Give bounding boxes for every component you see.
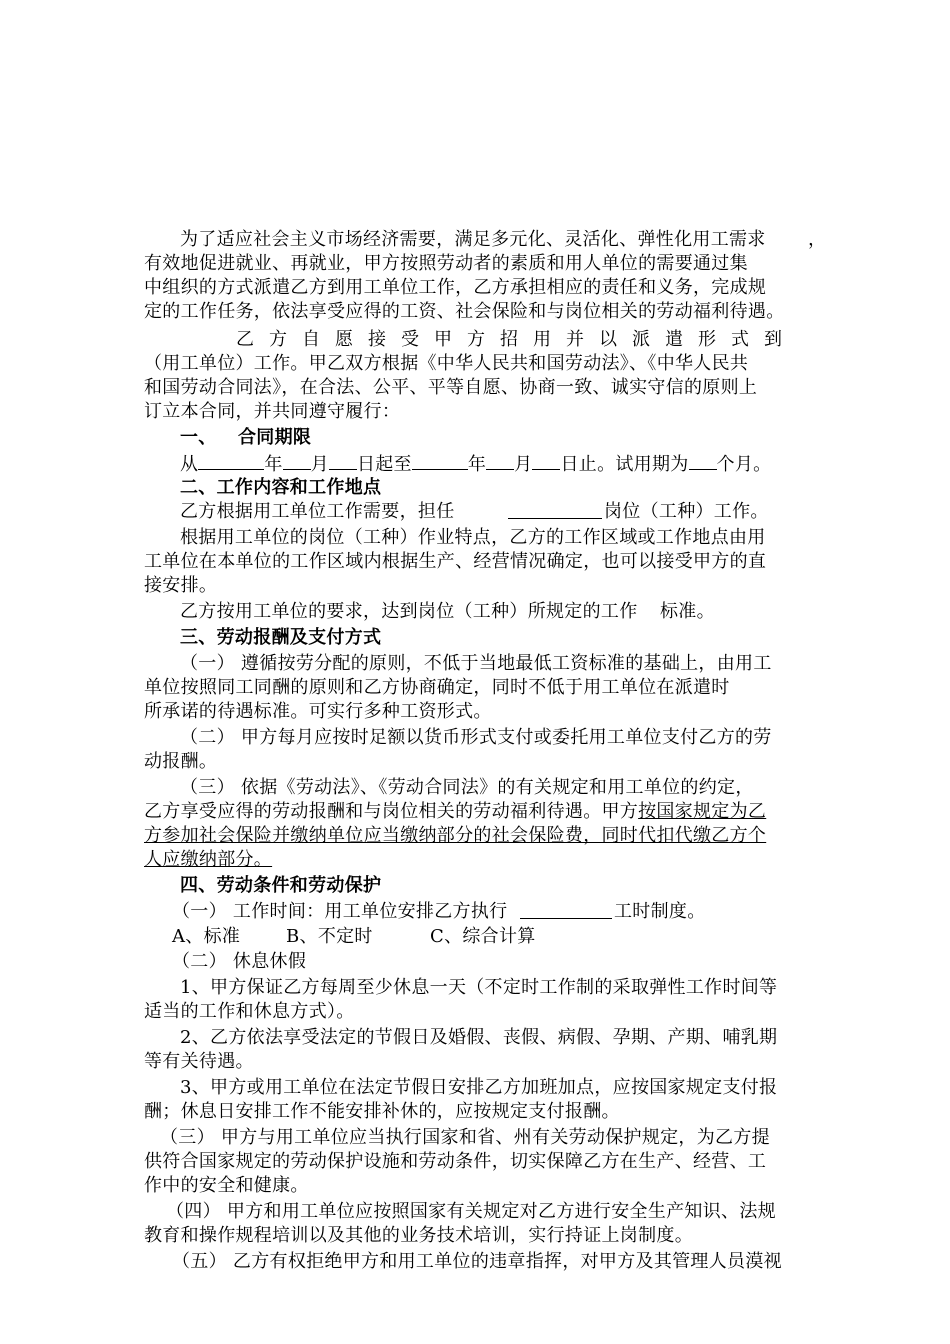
section-2-line-5a: 乙方按用工单位的要求，达到岗位（工种）所规定的工作 <box>180 601 638 622</box>
intro-line-7: 和国劳动合同法》，在合法、公平、平等自愿、协商一致、诚实守信的原则上 <box>144 377 758 398</box>
rest-leave-title: （二） 休息休假 <box>172 951 307 972</box>
pay-clause-3-line-3: 方参加社会保险并缴纳单位应当缴纳部分的社会保险费，同时代扣代缴乙方个 <box>144 825 767 846</box>
option-c[interactable]: C、综合计算 <box>430 926 536 947</box>
contract-term-line <box>180 451 771 477</box>
section-2-line-5b: 标准。 <box>660 601 715 622</box>
intro-line-3: 中组织的方式派遣乙方到用工单位工作，乙方承担相应的责任和义务，完成规 <box>144 277 767 298</box>
end-month-blank[interactable] <box>486 451 514 470</box>
rest-1-line-2: 适当的工作和休息方式）。 <box>144 1001 355 1022</box>
intro-line-5: 乙方自愿接受甲方招用并以派遣形式到 <box>236 329 797 350</box>
start-day-label: 日起至 <box>356 454 412 475</box>
year-label: 年 <box>264 454 283 475</box>
intro-line-1-comma: ， <box>808 229 827 250</box>
protection-clause-3-line-1: （三） 甲方与用工单位应当执行国家和省、州有关劳动保护规定，为乙方提 <box>160 1127 770 1148</box>
month-label: 月 <box>310 454 329 475</box>
section-2-title: 二、工作内容和工作地点 <box>180 477 382 498</box>
start-day-blank[interactable] <box>329 451 357 470</box>
pay-clause-3-line-2b: 按国家规定为乙 <box>638 801 767 822</box>
rest-3-line-1: 3、甲方或用工单位在法定节假日安排乙方加班加点，应按国家规定支付报 <box>180 1077 778 1098</box>
pay-clause-1-line-1: （一） 遵循按劳分配的原则，不低于当地最低工资标准的基础上，由用工 <box>180 653 772 674</box>
protection-clause-3-line-2: 供符合国家规定的劳动保护设施和劳动条件，切实保障乙方在生产、经营、工 <box>144 1151 767 1172</box>
training-clause-4-line-1: （四） 甲方和用工单位应按照国家有关规定对乙方进行安全生产知识、法规 <box>166 1201 776 1222</box>
end-year-blank[interactable] <box>412 451 468 470</box>
months-label: 个月。 <box>716 454 772 475</box>
intro-line-4: 定的工作任务，依法享受应得的工资、社会保险和与岗位相关的劳动福利待遇。 <box>144 301 785 322</box>
pay-clause-3-line-2a: 乙方享受应得的劳动报酬和与岗位相关的劳动福利待遇。甲方 <box>144 801 639 822</box>
option-b[interactable]: B、不定时 <box>286 926 373 947</box>
end-day-blank[interactable] <box>532 451 560 470</box>
section-4-title: 四、劳动条件和劳动保护 <box>180 875 382 896</box>
rest-2-line-2: 等有关待遇。 <box>144 1051 254 1072</box>
rest-2-line-1: 2、乙方依法享受法定的节假日及婚假、丧假、病假、孕期、产期、哺乳期 <box>180 1027 778 1048</box>
section-1-title: 合同期限 <box>238 427 312 448</box>
work-hours-line-a: （一） 工作时间：用工单位安排乙方执行 <box>172 901 508 922</box>
intro-line-6: （用工单位）工作。甲乙双方根据《中华人民共和国劳动法》、《中华人民共 <box>144 353 749 374</box>
protection-clause-3-line-3: 作中的安全和健康。 <box>144 1175 309 1196</box>
section-3-title: 三、劳动报酬及支付方式 <box>180 627 382 648</box>
job-position-line-a: 乙方根据用工单位工作需要，担任 <box>180 501 455 522</box>
intro-line-2: 有效地促进就业、再就业，甲方按照劳动者的素质和用人单位的需要通过集 <box>144 253 748 274</box>
end-year-label: 年 <box>467 454 487 475</box>
probation-months-blank[interactable] <box>689 451 717 470</box>
job-position-blank[interactable] <box>508 500 602 519</box>
start-year-blank[interactable] <box>198 451 264 470</box>
section-2-line-4: 接安排。 <box>144 575 218 596</box>
option-a[interactable]: A、标准 <box>172 926 241 947</box>
from-label: 从 <box>180 454 199 475</box>
section-1-number: 一、 <box>180 427 217 448</box>
rest-3-line-2: 酬；休息日安排工作不能安排补休的，应按规定支付报酬。 <box>144 1101 620 1122</box>
pay-clause-3-line-1: （三） 依据《劳动法》、《劳动合同法》的有关规定和用工单位的约定， <box>180 777 754 798</box>
work-hours-blank[interactable] <box>520 900 612 919</box>
end-month-label: 月 <box>514 454 533 475</box>
job-position-line-b: 岗位（工种）工作。 <box>604 501 769 522</box>
section-2-line-3: 工单位在本单位的工作区域内根据生产、经营情况确定，也可以接受甲方的直 <box>144 551 767 572</box>
intro-line-1: 为了适应社会主义市场经济需要，满足多元化、灵活化、弹性化用工需求 <box>180 229 766 250</box>
training-clause-4-line-2: 教育和操作规程培训以及其他的业务技术培训，实行持证上岗制度。 <box>144 1225 693 1246</box>
pay-clause-1-line-2: 单位按照同工同酬的原则和乙方协商确定，同时不低于用工单位在派遣时 <box>144 677 730 698</box>
pay-clause-2-line-2: 动报酬。 <box>144 751 218 772</box>
pay-clause-2-line-1: （二） 甲方每月应按时足额以货币形式支付或委托用工单位支付乙方的劳 <box>180 727 772 748</box>
end-day-label: 日止。试用期为 <box>560 454 689 475</box>
refusal-clause-5-line-1: （五） 乙方有权拒绝甲方和用工单位的违章指挥，对甲方及其管理人员漠视 <box>172 1251 782 1272</box>
intro-line-8: 订立本合同，并共同遵守履行： <box>144 401 401 422</box>
section-2-line-2: 根据用工单位的岗位（工种）作业特点，乙方的工作区域或工作地点由用 <box>180 527 766 548</box>
pay-clause-3-line-2 <box>144 800 766 824</box>
pay-clause-3-line-4: 人应缴纳部分。 <box>144 849 273 870</box>
pay-clause-1-line-3: 所承诺的待遇标准。可实行多种工资形式。 <box>144 701 492 722</box>
work-hours-line-b: 工时制度。 <box>614 901 706 922</box>
start-month-blank[interactable] <box>283 451 311 470</box>
rest-1-line-1: 1、甲方保证乙方每周至少休息一天（不定时工作制的采取弹性工作时间等 <box>180 977 778 998</box>
